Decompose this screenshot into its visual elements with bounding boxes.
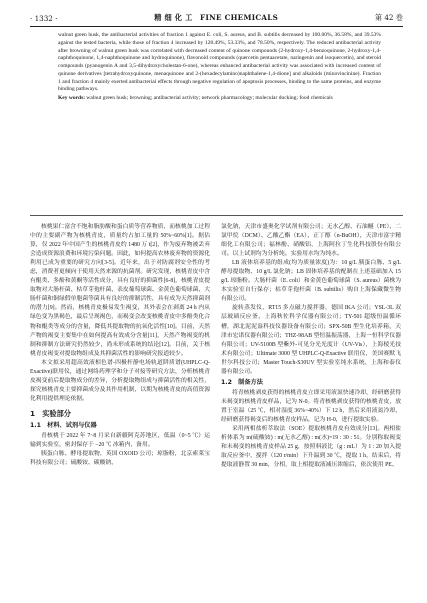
- volume-label: 第 42 卷: [374, 13, 403, 22]
- preparation-paragraph-2: 采用两相盐析萃取法（SOE）提取核桃青皮有效成分[13]。两相盐析体系为 m(硫酸铵) : m(无水乙醇) : m(水)=19 : 30 : 51。分别称取褐变和未褐变的核桃青皮样品 25 g，按照料液比（g : mL）为 1 : 20 加入提取反应釜中，搅拌（120 r/min）下升温到 30 ℃，提取 1 h，结束后，将提取液静置 30 min，分相，取上相提取液减压浓缩后，依次使用 PE、: [221, 425, 401, 469]
- english-abstract: [58, 32, 381, 103]
- keywords-line: [58, 95, 381, 103]
- intro-paragraph-1: 核桃果仁富含不饱和脂肪酸和蛋白质等营养物质，而核桃加工过程中的主要副产物为核桃青皮，质量约占加工量的 50%~60%[1]。据估算，仅 2022 年中国产生的核桃青皮约 1480 万 t[2]，作为废弃物被丢弃会造成资源浪费和环境污染问题。因此，如何提高农林废弃物的资源化利用已成为重要的研究方向[3-5]。近年来，出于对防腐剂安全性的考虑，消费者更倾向于使用天然来源的抗菌剂。研究发现，核桃青皮中含有醌类、多酚和黄酮等活性成分，具有良好的抑菌性[6-8]，核桃青皮提取物对大肠杆菌、枯草芽孢杆菌、表皮葡萄球菌、金黄色葡萄球菌、大肠杆菌和铜绿假单胞菌等菌具有良好的抑制活性，具有成为天然抑菌剂的潜力[9]。然而，核桃青皮极易发生褐变，其外表会在剥离 24 h 内从绿色变为黑褐色，最后呈现褐色，而褐变会改变核桃青皮中多酚类化合物和醌类等成分的含量，降低其提取物的抗氧化活性[10]。目前，天然产物的褐变主要集中在如何提高有效成分含量[11]，天然产物褐变的机制和抑制方法研究仍然较少，尚未形成系统的结论[12]。目前，关于核桃青皮褐变对提取物组成及其抑菌活性的影响研究报道较少。: [30, 224, 210, 357]
- keywords-text: walnut green husk; browning; antibacterial activity; network pharmacology; molecular docking; food chemicals: [85, 95, 333, 101]
- materials-paragraph: 青核桃于 2022 年 7~8 月采自新疆阿克苏地区，低温（0~5 ℃）运输到实验室，密封保存于 −20 ℃ 冰箱内，备用。: [30, 432, 210, 448]
- left-column: [30, 223, 210, 468]
- subsection-heading-preparation: 1.2 制备方法: [221, 378, 263, 386]
- abstract-rule: [30, 215, 403, 216]
- page-number: · 1332 ·: [30, 13, 58, 23]
- subsection-heading-materials: 1.1 材料、试剂与仪器: [30, 421, 97, 429]
- right-column: [221, 223, 401, 470]
- instruments-paragraph: 旋转蒸发仪，RT15 多点磁力搅拌器，德国 IKA 公司；YSL-3L 双层玻璃反应釜，上海秋佐科学仪器有限公司；TY-501 超级恒温循环槽，湖北泥泥盎科技仪器设备有限公司；SPX-50B 型生化培养箱，天津市宏诺仪器有限公司；THZ-98AB 型恒温振荡器，上海一恒科学仪器有限公司；UV-5100B 型紫外-可见分光光度计（UV-Vis），上海棱光技术有限公司；Ultimate 3000 型 UHPLC-Q-Exactive 联用仪，美国赛默飞世尔科技公司；Master Touch-S30UV 型实验室纯水系统，上海和泰仪器有限公司。: [221, 305, 401, 375]
- keywords-label: Key words:: [58, 95, 86, 101]
- header-rule: [30, 26, 403, 27]
- abstract-body: walnut green husk, the antibacterial activities of fraction 1 against E. coli, S. aureus, and B. subtilis decreased by 100.00%, 36.58%, and 39.53% against the tested bacteria, while those of fraction 4 increased by 128.49%, 53.33%, and 78.50%, respectively. The reduced antibacterial activity after browning of walnut green husk was correlated with decreased content of quinone compounds (2-hydroxy-1,4-benzoquinone, 2-hydroxy-1,4-naphthoquinone, 1,4-naphthoquinone and hydroquinone), flavonoid compounds (quercetin pentaacetate, naringenin and isoquercetin), and steroid compounds (pyanogenin A and 3,5-dihydroxycholestan-6-one), whereas enhanced antibacterial activity was associated with increased content of quinone derivatives [tetrahydroxyquinone, menaquinone and 2-(hexadecylamino)naphthalene-1,4-dione] and alkaloids (minovincinine). Fraction 1 and fraction 4 mainly exerted antibacterial effects through negative regulation of apoptosis processes, binding to the same proteins, and enzyme binding pathways.: [58, 32, 381, 93]
- section-heading-experimental: 1 实验部分: [30, 408, 71, 418]
- reagents-continued: 氯化钠，天津市盛奥化学试剂有限公司；无水乙醇、石油醚（PE）、二氯甲烷（DCM）、乙酸乙酯（EA）、正丁醇（n-BuOH），天津市富宇精细化工有限公司；福林酚、硝酸铝，上海阿拉丁生化科技股份有限公司。以上试剂均为分析纯。实验用水均为纯水。: [221, 224, 401, 258]
- reagents-paragraph: 胰蛋白胨、酵母提取物，英国 OXOID 公司；琼脂粉，北京索莱宝科技有限公司；硫酸铵、碳酸钠、: [30, 451, 210, 467]
- running-header: [30, 12, 403, 24]
- lb-medium-paragraph: LB 液体培养基的组成(均为质量浓度)为：10 g/L 胰蛋白胨、5 g/L 酵母提取物、10 g/L 氯化钠；LB 固体培养基的配制在上述基础加入 15 g/L 琼脂粉。大肠杆菌（E. coli）和金黄色葡萄球菌（S. aureus）菌株为本实验室自行保存；枯草芽孢杆菌（B. subtilis）购自上海保藏微生物有限公司。: [221, 260, 401, 303]
- journal-name: 精 细 化 工 FINE CHEMICALS: [154, 13, 279, 22]
- intro-paragraph-2: 本文拟采用超高效液相色谱-四极杆静电场轨道阱质谱(UHPLC-Q-Exactive)联用仪，通过网络药理学和分子对接等研究方法，分析核桃青皮褐变前后提取物成分的差异，分析提取物组成与抑菌活性的相关性，探究核桃青皮主要抑菌成分及其作用机制，以期为核桃青皮的高值资源化利用提供理论依据。: [30, 359, 210, 402]
- preparation-paragraph-1: 将青核桃剥皮获得的核桃青皮立即采用液氮快速冷却，经研磨获得未褐变的核桃青皮样品，记为 N-0。将青核桃剥皮获得的核桃青皮，放置于室温（25 ℃，相对湿度 36%~40%）下 12 h，然后采用液氮冷却，经研磨获得褐变后的核桃青皮样品，记为 H-0，进行提取实验。: [221, 389, 401, 423]
